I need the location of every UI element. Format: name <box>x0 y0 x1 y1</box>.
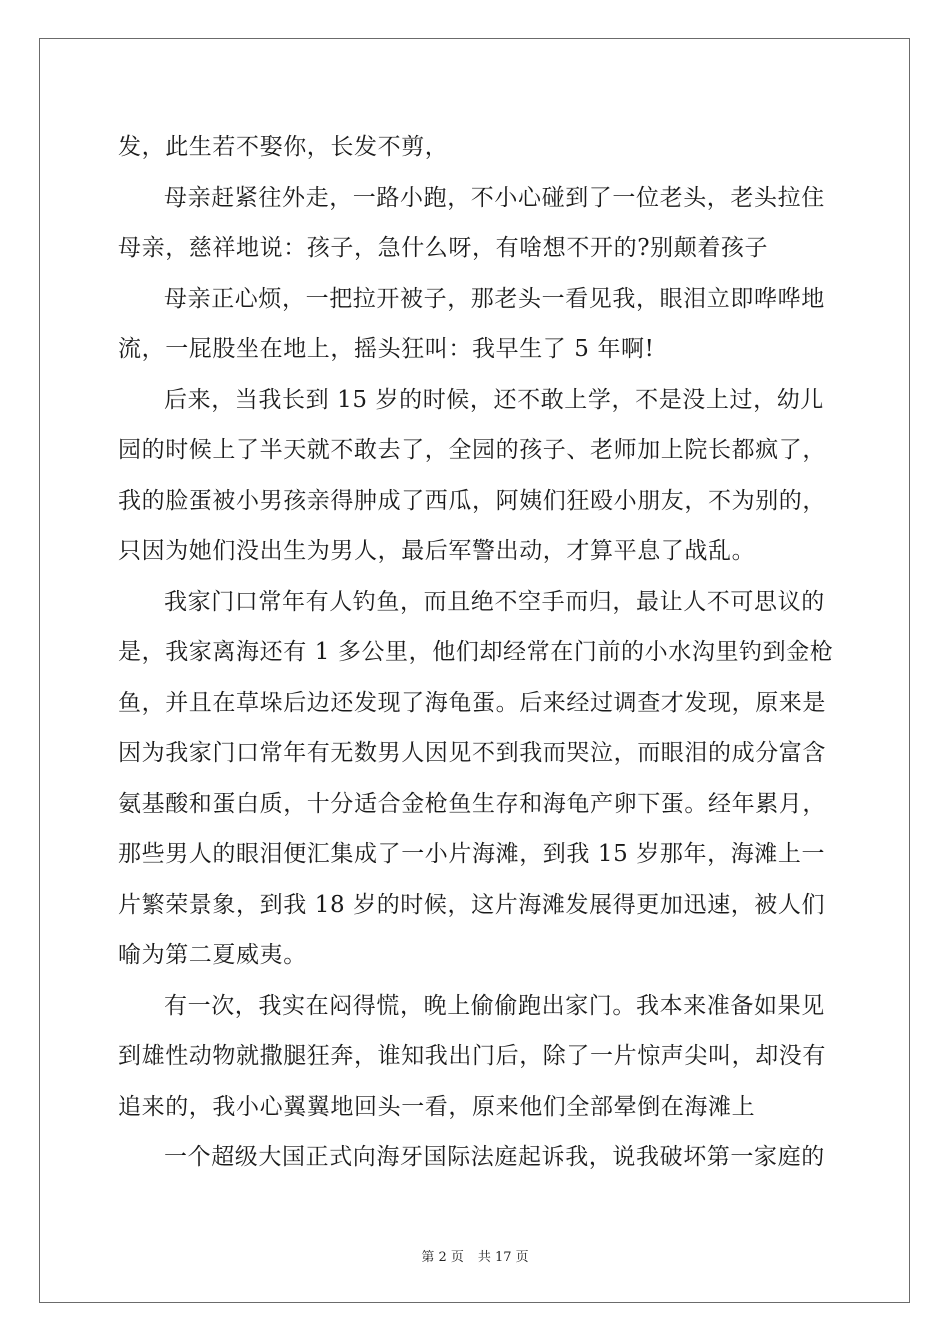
text-line: 母亲赶紧往外走，一路小跑，不小心碰到了一位老头，老头拉住 <box>164 184 825 211</box>
text-line: 母亲正心烦，一把拉开被子，那老头一看见我，眼泪立即哗哗地 <box>164 285 825 312</box>
text-line: 只因为她们没出生为男人，最后军警出动，才算平息了战乱。 <box>118 538 756 564</box>
text-line: 一个超级大国正式向海牙国际法庭起诉我，说我破坏第一家庭的 <box>164 1144 825 1170</box>
text-line: 鱼，并且在草垛后边还发现了海龟蛋。后来经过调查才发现，原来是 <box>118 689 826 716</box>
page-total: 共 17 页 <box>477 1250 529 1265</box>
text-line: 园的时候上了半天就不敢去了，全园的孩子、老师加上院长都疯了， <box>118 437 826 463</box>
text-line: 后来，当我长到 15 岁的时候，还不敢上学，不是没上过，幼儿 <box>164 386 824 413</box>
page-footer <box>0 1246 950 1265</box>
text-line: 我的脸蛋被小男孩亲得肿成了西瓜，阿姨们狂殴小朋友，不为别的， <box>118 487 826 514</box>
text-line: 有一次，我实在闷得慌，晚上偷偷跑出家门。我本来准备如果见 <box>164 992 825 1019</box>
text-line: 是，我家离海还有 1 多公里，他们却经常在门前的小水沟里钓到金枪 <box>118 639 834 665</box>
text-line: 片繁荣景象，到我 18 岁的时候，这片海滩发展得更加迅速，被人们 <box>118 891 826 918</box>
text-line: 到雄性动物就撒腿狂奔，谁知我出门后，除了一片惊声尖叫，却没有 <box>118 1043 826 1069</box>
document-body <box>118 122 834 1183</box>
page-number: 第 2 页 <box>421 1250 464 1265</box>
text-line: 那些男人的眼泪便汇集成了一小片海滩，到我 15 岁那年，海滩上一 <box>118 841 826 867</box>
text-line: 追来的，我小心翼翼地回头一看，原来他们全部晕倒在海滩上 <box>118 1093 756 1120</box>
text-line: 喻为第二夏威夷。 <box>118 942 307 968</box>
text-line: 流，一屁股坐在地上，摇头狂叫：我早生了 5 年啊! <box>118 336 655 362</box>
text-line: 因为我家门口常年有无数男人因见不到我而哭泣，而眼泪的成分富含 <box>118 740 826 766</box>
text-line: 氨基酸和蛋白质，十分适合金枪鱼生存和海龟产卵下蛋。经年累月， <box>118 790 826 817</box>
text-line: 母亲，慈祥地说：孩子，急什么呀，有啥想不开的?别颠着孩子 <box>118 235 769 261</box>
text-line: 我家门口常年有人钓鱼，而且绝不空手而归，最让人不可思议的 <box>164 588 825 615</box>
text-line: 发，此生若不娶你，长发不剪， <box>118 134 449 160</box>
